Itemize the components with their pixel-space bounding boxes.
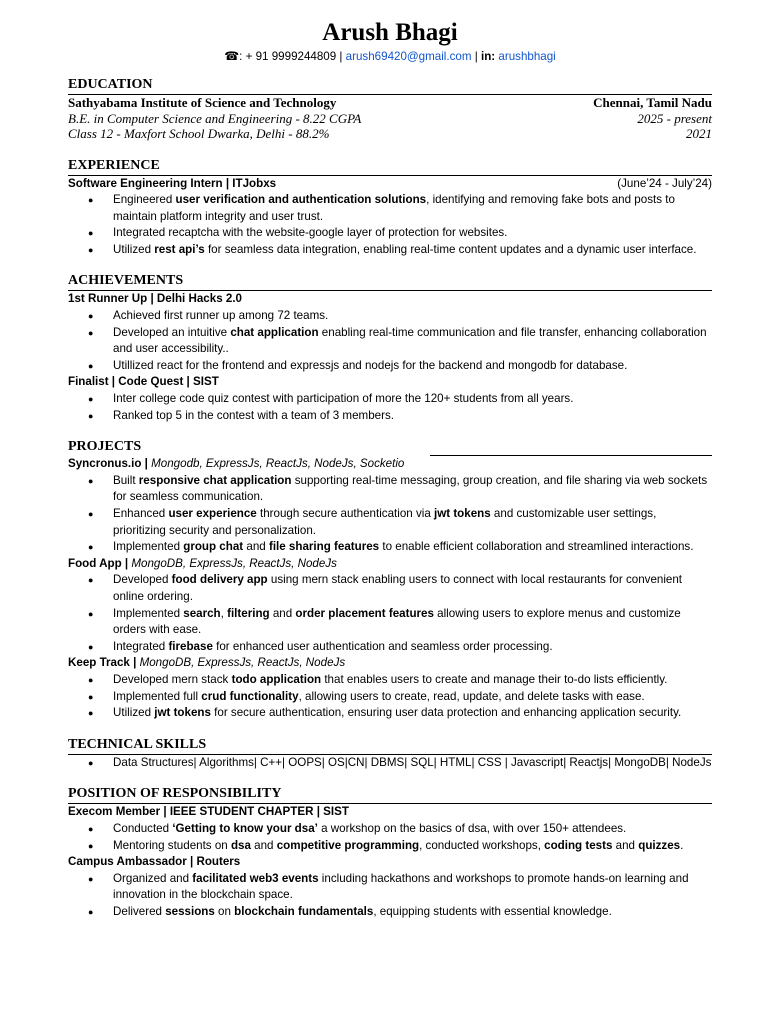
projects-section	[68, 439, 712, 722]
email-link[interactable]: arush69420@gmail.com	[345, 50, 472, 63]
project-heading: Syncronus.io | Mongodb, ExpressJs, ReactJs, NodeJs, Socketio	[68, 457, 405, 471]
list-item: ● Integrated firebase for enhanced user authentication and seamless order processing.	[68, 639, 712, 656]
list-item: ● Built responsive chat application supporting real-time messaging, group creation, and file sharing via web sockets for seamless communication.	[68, 473, 712, 506]
experience-entry-heading	[68, 176, 712, 193]
achievement-bullets	[68, 308, 712, 374]
responsibility-heading: Execom Member | IEEE STUDENT CHAPTER | SIST	[68, 805, 349, 819]
list-item: ● Ranked top 5 in the contest with a team of 3 members.	[68, 408, 712, 425]
list-item: ● Implemented full crud functionality, allowing users to create, read, update, and delete tasks with ease.	[68, 689, 712, 706]
list-item: ● Developed food delivery app using mern stack enabling users to connect with local restaurants for convenient online ordering.	[68, 572, 712, 605]
list-item: ● Implemented group chat and file sharing features to enable efficient collaboration and streamlined interactions.	[68, 539, 712, 556]
achievement-heading: 1st Runner Up | Delhi Hacks 2.0	[68, 292, 242, 306]
section-title-skills: TECHNICAL SKILLS	[68, 737, 712, 755]
degree-dates: 2025 - present	[637, 110, 712, 126]
responsibility-bullets	[68, 871, 712, 921]
resume-page	[68, 18, 712, 920]
list-item: ● Developed mern stack todo application that enables users to create and manage their to-do lists efficiently.	[68, 672, 712, 689]
telephone-icon: ☎	[224, 49, 240, 63]
candidate-name: Arush Bhagi	[322, 19, 458, 46]
section-title-experience: EXPERIENCE	[68, 158, 712, 176]
degree: B.E. in Computer Science and Engineering - 8.22 CGPA	[68, 110, 362, 126]
responsibility-heading: Campus Ambassador | Routers	[68, 855, 241, 869]
project-heading: Food App | MongoDB, ExpressJs, ReactJs, NodeJs	[68, 556, 337, 570]
responsibility-bullets	[68, 821, 712, 854]
section-title-responsibility: POSITION OF RESPONSIBILITY	[68, 786, 712, 804]
responsibility-section	[68, 786, 712, 920]
job-dates: (June’24 - July’24)	[617, 176, 712, 190]
list-item: ● Integrated recaptcha with the website-google layer of protection for websites.	[68, 225, 712, 242]
education-row	[68, 126, 712, 142]
list-item: ● Inter college code quiz contest with participation of more the 120+ students from all years.	[68, 391, 712, 408]
linkedin-link[interactable]: arushbhagi	[498, 50, 556, 63]
school-location: Chennai, Tamil Nadu	[593, 95, 712, 110]
contact-line	[68, 48, 712, 65]
job-title: Software Engineering Intern | ITJobxs	[68, 176, 277, 190]
list-item: ● Conducted ‘Getting to know your dsa’ a workshop on the basics of dsa, with over 150+ attendees.	[68, 821, 712, 838]
education-row	[68, 111, 712, 127]
achievement-bullets	[68, 391, 712, 424]
list-item: ● Engineered user verification and authentication solutions, identifying and removing fake bots and posts to maintain platform integrity and user trust.	[68, 192, 712, 225]
section-title-projects: PROJECTS	[68, 439, 712, 456]
project-bullets	[68, 672, 712, 722]
phone-number: : + 91 9999244809	[239, 50, 337, 63]
list-item: ● Organized and facilitated web3 events including hackathons and workshops to promote hands-on learning and innovation in the blockchain space.	[68, 871, 712, 904]
separator: |	[336, 50, 346, 63]
skills-section	[68, 737, 712, 772]
list-item: ● Developed an intuitive chat application enabling real-time communication and file transfer, enhancing collaboration and user accessibility..	[68, 325, 712, 358]
education-row	[68, 95, 712, 111]
section-title-achievements: ACHIEVEMENTS	[68, 273, 712, 291]
skills-bullets	[68, 755, 712, 772]
list-item: ● Implemented search, filtering and order placement features allowing users to explore menus and customize orders with ease.	[68, 606, 712, 639]
experience-section	[68, 158, 712, 259]
class12-year: 2021	[686, 126, 712, 141]
project-heading: Keep Track | MongoDB, ExpressJs, ReactJs, NodeJs	[68, 656, 346, 670]
section-title-education: EDUCATION	[68, 77, 712, 95]
education-section	[68, 77, 712, 142]
list-item: ● Data Structures| Algorithms| C++| OOPS| OS|CN| DBMS| SQL| HTML| CSS | Javascript| Reactjs| MongoDB| NodeJs	[68, 755, 712, 772]
achievement-heading: Finalist | Code Quest | SIST	[68, 375, 219, 389]
class12: Class 12 - Maxfort School Dwarka, Delhi - 88.2%	[68, 126, 330, 141]
list-item: ● Utilized jwt tokens for secure authentication, ensuring user data protection and enhancing application security.	[68, 705, 712, 722]
separator: |	[471, 50, 481, 63]
achievements-section	[68, 273, 712, 424]
project-bullets	[68, 572, 712, 655]
list-item: ● Utillized react for the frontend and expressjs and nodejs for the backend and mongodb for database.	[68, 358, 712, 375]
list-item: ● Delivered sessions on blockchain fundamentals, equipping students with essential knowledge.	[68, 904, 712, 921]
list-item: ● Achieved first runner up among 72 teams.	[68, 308, 712, 325]
list-item: ● Utilized rest api’s for seamless data integration, enabling real-time content updates and a dynamic user interface.	[68, 242, 712, 259]
project-bullets	[68, 473, 712, 556]
school-name: Sathyabama Institute of Science and Technology	[68, 95, 337, 110]
list-item: ● Enhanced user experience through secure authentication via jwt tokens and customizable user settings, prioritizing security and personalization.	[68, 506, 712, 539]
experience-bullets	[68, 192, 712, 258]
list-item: ● Mentoring students on dsa and competitive programming, conducted workshops, coding tests and quizzes.	[68, 838, 712, 855]
linkedin-label: in:	[480, 50, 496, 63]
